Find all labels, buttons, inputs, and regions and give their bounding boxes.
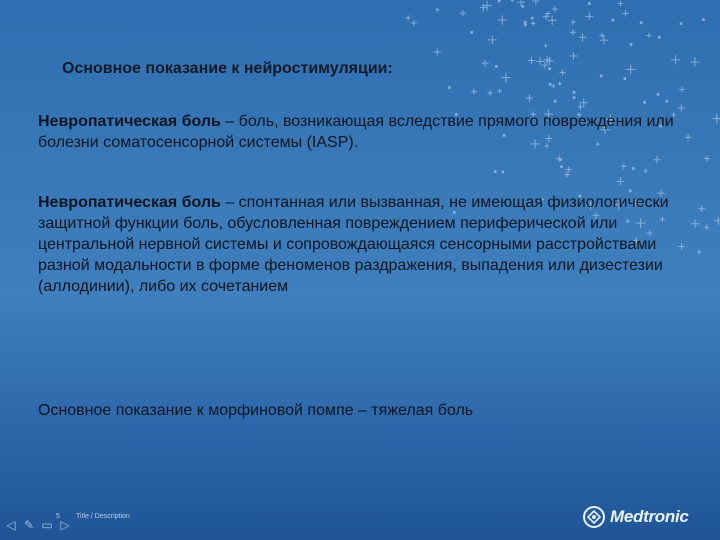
star-mark	[406, 15, 411, 20]
star-mark	[704, 155, 710, 161]
definition-text: – спонтанная или вызванная, не имеющая физиологически защитной функции боль, обусловленная повреждением периферической или центральной нервной системы и сопровождающаяся сенсорными расстройствами разной модальности в форме феноменов раздражения, выпадения или дизестезии (аллодинии), либо их сочетанием	[38, 194, 669, 295]
star-mark	[544, 44, 548, 48]
star-mark	[653, 156, 660, 163]
slide-number: 5	[56, 513, 60, 520]
brand-name: Medtronic	[610, 507, 689, 526]
dot-mark	[658, 36, 660, 38]
dot-mark	[632, 167, 634, 169]
dot-mark	[448, 86, 450, 88]
footer-description: Title / Description	[76, 513, 130, 520]
dot-mark	[524, 21, 526, 23]
pen-icon[interactable]: ✎	[23, 518, 35, 532]
star-mark	[434, 48, 441, 55]
paragraph-morphine-pump: Основное показание к морфиновой помпе – тяжелая боль	[38, 402, 474, 419]
paragraph-definition-extended	[38, 192, 698, 297]
star-mark	[460, 10, 466, 16]
star-mark	[497, 89, 501, 93]
dot-mark	[554, 100, 556, 102]
dot-mark	[531, 17, 533, 19]
star-mark	[616, 177, 624, 185]
star-mark	[531, 21, 535, 25]
dot-mark	[666, 100, 668, 102]
slide-heading: Основное показание к нейростимуляции:	[62, 60, 393, 77]
dot-mark	[560, 158, 562, 160]
star-mark	[671, 55, 680, 64]
star-mark	[578, 33, 586, 41]
medtronic-emblem-icon	[582, 505, 606, 529]
prev-arrow-icon[interactable]: ◁	[6, 518, 16, 532]
star-mark	[618, 1, 623, 6]
next-arrow-icon[interactable]: ▷	[60, 518, 70, 532]
star-mark	[704, 225, 709, 230]
dot-mark	[680, 23, 682, 25]
menu-icon[interactable]: ▭	[41, 518, 53, 532]
star-mark	[487, 90, 492, 95]
dot-mark	[511, 0, 513, 1]
dot-mark	[644, 101, 646, 103]
star-mark	[712, 114, 720, 123]
star-mark	[551, 84, 555, 88]
dot-mark	[522, 5, 524, 7]
dot-mark	[559, 83, 561, 85]
star-mark	[488, 36, 497, 45]
dot-mark	[502, 171, 504, 173]
dot-mark	[612, 19, 614, 21]
star-mark	[585, 12, 593, 20]
dot-mark	[588, 3, 590, 5]
dot-mark	[630, 43, 632, 45]
dot-mark	[573, 91, 575, 93]
dot-mark	[561, 166, 563, 168]
dot-mark	[573, 96, 575, 98]
star-mark	[435, 7, 439, 11]
star-mark	[411, 20, 417, 26]
term-neuropathic-pain: Невропатическая боль	[38, 194, 221, 211]
brand-logo	[582, 505, 689, 529]
star-mark	[480, 4, 488, 12]
dot-mark	[657, 93, 659, 95]
paragraph-definition-iasp	[38, 111, 698, 153]
star-mark	[552, 6, 558, 12]
term-neuropathic-pain: Невропатическая боль	[38, 113, 221, 130]
star-mark	[714, 216, 720, 225]
star-mark	[621, 163, 627, 169]
dot-mark	[498, 0, 500, 2]
star-mark	[679, 87, 684, 92]
star-mark	[600, 36, 608, 44]
star-mark	[570, 29, 576, 35]
star-mark	[646, 33, 651, 38]
star-mark	[526, 94, 533, 101]
dot-mark	[471, 31, 473, 33]
definition-text: – боль, возникающая вследствие прямого повреждения или болезни соматосенсорной системы (IASP).	[38, 113, 674, 151]
dot-mark	[640, 22, 642, 24]
slide-navigation	[4, 518, 72, 532]
star-mark	[578, 104, 584, 110]
star-mark	[498, 15, 507, 24]
star-mark	[471, 89, 477, 95]
star-mark	[566, 166, 572, 172]
dot-mark	[524, 24, 526, 26]
star-mark	[571, 20, 576, 25]
star-mark	[698, 205, 704, 211]
dot-mark	[494, 171, 496, 173]
dot-mark	[703, 19, 705, 21]
star-mark	[622, 10, 628, 16]
star-mark	[570, 52, 578, 60]
star-mark	[532, 0, 540, 5]
star-mark	[643, 169, 647, 173]
dot-mark	[549, 83, 551, 85]
star-mark	[548, 16, 557, 25]
star-mark	[690, 57, 699, 66]
